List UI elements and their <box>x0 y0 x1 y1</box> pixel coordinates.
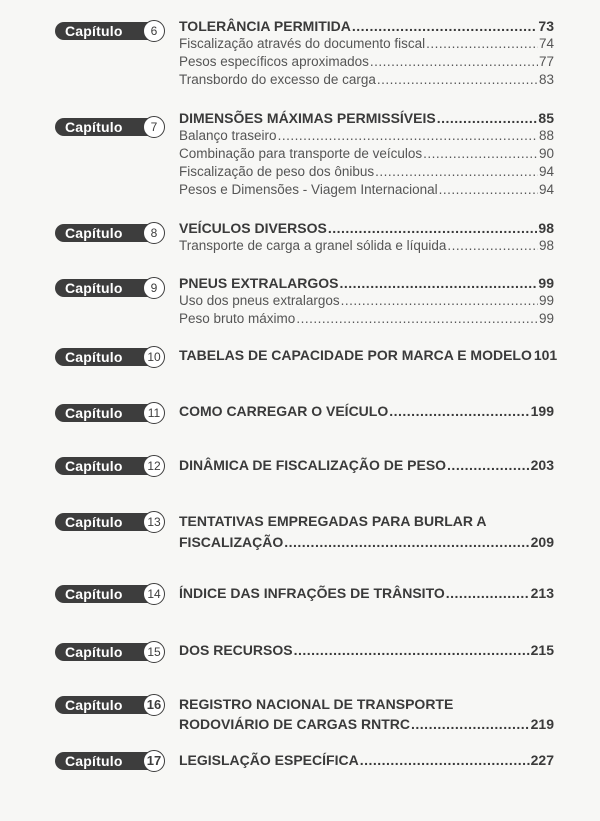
chapter-entries <box>179 696 554 734</box>
chapter-entries <box>179 585 554 603</box>
entry-page: 215 <box>530 642 554 658</box>
chapter-badge-label: Capítulo <box>55 696 157 714</box>
chapter-number: 14 <box>143 583 165 605</box>
chapter-badge <box>55 20 165 42</box>
entry-page: 227 <box>530 752 554 768</box>
toc-subentry[interactable] <box>179 164 554 182</box>
chapter-entries <box>179 457 554 475</box>
chapter-badge-label: Capítulo <box>55 224 157 242</box>
toc-subentry[interactable] <box>179 311 554 329</box>
toc-subentry[interactable] <box>179 54 554 72</box>
leader-dots <box>284 534 529 550</box>
chapter-number: 9 <box>143 277 165 299</box>
chapter-number: 7 <box>143 116 165 138</box>
toc-subentry[interactable] <box>179 182 554 200</box>
toc-entry[interactable] <box>179 110 554 128</box>
leader-dots <box>423 146 538 161</box>
chapter-number: 8 <box>143 222 165 244</box>
leader-dots <box>446 585 530 601</box>
entry-title: LEGISLAÇÃO ESPECÍFICA <box>179 752 359 768</box>
entry-page: 98 <box>538 220 554 236</box>
leader-dots <box>426 36 538 51</box>
toc-entry-line1 <box>179 696 554 714</box>
chapter-badge <box>55 511 165 533</box>
entry-page: 203 <box>530 457 554 473</box>
chapter-badge <box>55 583 165 605</box>
chapter-entries <box>179 752 554 770</box>
chapter-badge-label: Capítulo <box>55 22 157 40</box>
leader-dots <box>341 293 538 308</box>
entry-page: 83 <box>538 72 554 87</box>
entry-title: DOS RECURSOS <box>179 642 293 658</box>
chapter-badge-label: Capítulo <box>55 643 157 661</box>
chapter-badge-label: Capítulo <box>55 457 157 475</box>
leader-dots <box>296 311 538 326</box>
chapter-number: 12 <box>143 455 165 477</box>
chapter-number: 11 <box>143 402 165 424</box>
leader-dots <box>447 238 538 253</box>
entry-page: 85 <box>538 110 554 126</box>
toc-entry[interactable] <box>179 275 554 293</box>
entry-title: TOLERÂNCIA PERMITIDA <box>179 18 351 34</box>
chapter-badge-label: Capítulo <box>55 513 157 531</box>
leader-dots <box>360 752 530 768</box>
entry-page: 74 <box>538 36 554 51</box>
chapter-badge <box>55 277 165 299</box>
leader-dots <box>411 716 530 732</box>
entry-title: TABELAS DE CAPACIDADE POR MARCA E MODELO <box>179 347 532 363</box>
entry-title: Balanço traseiro <box>179 128 277 143</box>
entry-page: 88 <box>538 128 554 143</box>
chapter-badge-label: Capítulo <box>55 118 157 136</box>
chapter-entries <box>179 403 554 421</box>
leader-dots <box>439 182 538 197</box>
entry-page: 94 <box>538 164 554 179</box>
toc-entry-line1 <box>179 513 554 531</box>
entry-title: Pesos e Dimensões - Viagem Internacional <box>179 182 438 197</box>
chapter-badge-label: Capítulo <box>55 404 157 422</box>
entry-page: 94 <box>538 182 554 197</box>
entry-title: Transporte de carga a granel sólida e líquida <box>179 238 447 253</box>
leader-dots <box>377 72 538 87</box>
entry-page: 73 <box>538 18 554 34</box>
leader-dots <box>447 457 530 473</box>
toc-subentry[interactable] <box>179 293 554 311</box>
entry-title-line1: REGISTRO NACIONAL DE TRANSPORTE <box>179 696 454 712</box>
chapter-number: 15 <box>143 641 165 663</box>
toc-entry[interactable] <box>179 457 554 475</box>
chapter-badge <box>55 116 165 138</box>
chapter-entries <box>179 275 554 329</box>
entry-page: 219 <box>530 716 554 732</box>
chapter-badge-label: Capítulo <box>55 348 157 366</box>
toc-entry[interactable] <box>179 18 554 36</box>
leader-dots <box>352 18 538 34</box>
toc-entry[interactable] <box>179 642 554 660</box>
entry-title: DINÂMICA DE FISCALIZAÇÃO DE PESO <box>179 457 447 473</box>
toc-subentry[interactable] <box>179 238 554 256</box>
chapter-badge <box>55 455 165 477</box>
chapter-badge <box>55 641 165 663</box>
entry-title: Combinação para transporte de veículos <box>179 146 423 161</box>
entry-title: COMO CARREGAR O VEÍCULO <box>179 403 389 419</box>
entry-title: DIMENSÕES MÁXIMAS PERMISSÍVEIS <box>179 110 436 126</box>
entry-title: Peso bruto máximo <box>179 311 296 326</box>
leader-dots <box>437 110 538 126</box>
chapter-badge-label: Capítulo <box>55 279 157 297</box>
toc-subentry[interactable] <box>179 36 554 54</box>
chapter-number: 6 <box>143 20 165 42</box>
toc-entry[interactable] <box>179 585 554 603</box>
leader-dots <box>339 275 537 291</box>
chapter-badge-label: Capítulo <box>55 585 157 603</box>
chapter-badge <box>55 346 165 368</box>
chapter-badge <box>55 402 165 424</box>
chapter-number: 10 <box>143 346 165 368</box>
chapter-entries <box>179 642 554 660</box>
entry-title: Transbordo do excesso de carga <box>179 72 376 87</box>
entry-page: 98 <box>538 238 554 253</box>
entry-page: 99 <box>538 275 554 291</box>
chapter-number: 17 <box>143 750 165 772</box>
entry-page: 99 <box>538 311 554 326</box>
chapter-number: 13 <box>143 511 165 533</box>
entry-title: VEÍCULOS DIVERSOS <box>179 220 327 236</box>
leader-dots <box>328 220 538 236</box>
entry-title: PNEUS EXTRALARGOS <box>179 275 339 291</box>
leader-dots <box>389 403 529 419</box>
chapter-badge <box>55 694 165 716</box>
entry-title: FISCALIZAÇÃO <box>179 534 284 550</box>
chapter-badge <box>55 750 165 772</box>
entry-page: 213 <box>530 585 554 601</box>
chapter-entries <box>179 110 554 200</box>
entry-page: 199 <box>530 403 554 419</box>
toc-subentry[interactable] <box>179 72 554 90</box>
toc-entry[interactable] <box>179 534 554 552</box>
entry-title: Fiscalização através do documento fiscal <box>179 36 426 51</box>
leader-dots <box>294 642 530 658</box>
entry-title: Pesos específicos aproximados <box>179 54 369 69</box>
entry-title: ÍNDICE DAS INFRAÇÕES DE TRÂNSITO <box>179 585 445 601</box>
entry-page: 101 <box>533 347 558 363</box>
toc-subentry[interactable] <box>179 128 554 146</box>
toc-entry[interactable] <box>179 220 554 238</box>
entry-page: 77 <box>538 54 554 69</box>
entry-page: 99 <box>538 293 554 308</box>
entry-page: 90 <box>538 146 554 161</box>
entry-title-line1: TENTATIVAS EMPREGADAS PARA BURLAR A <box>179 513 487 529</box>
entry-title: RODOVIÁRIO DE CARGAS RNTRC <box>179 716 411 732</box>
entry-title: Uso dos pneus extralargos <box>179 293 340 308</box>
leader-dots <box>375 164 538 179</box>
toc-entry[interactable] <box>179 347 558 365</box>
entry-title: Fiscalização de peso dos ônibus <box>179 164 375 179</box>
toc-subentry[interactable] <box>179 146 554 164</box>
toc-entry[interactable] <box>179 716 554 734</box>
leader-dots <box>370 54 538 69</box>
chapter-number: 16 <box>143 694 165 716</box>
chapter-entries <box>179 18 554 90</box>
toc-entry[interactable] <box>179 752 554 770</box>
chapter-badge <box>55 222 165 244</box>
toc-entry[interactable] <box>179 403 554 421</box>
chapter-entries <box>179 220 554 256</box>
chapter-entries <box>179 513 554 552</box>
leader-dots <box>278 128 538 143</box>
entry-page: 209 <box>530 534 554 550</box>
chapter-entries <box>179 347 558 365</box>
chapter-badge-label: Capítulo <box>55 752 157 770</box>
